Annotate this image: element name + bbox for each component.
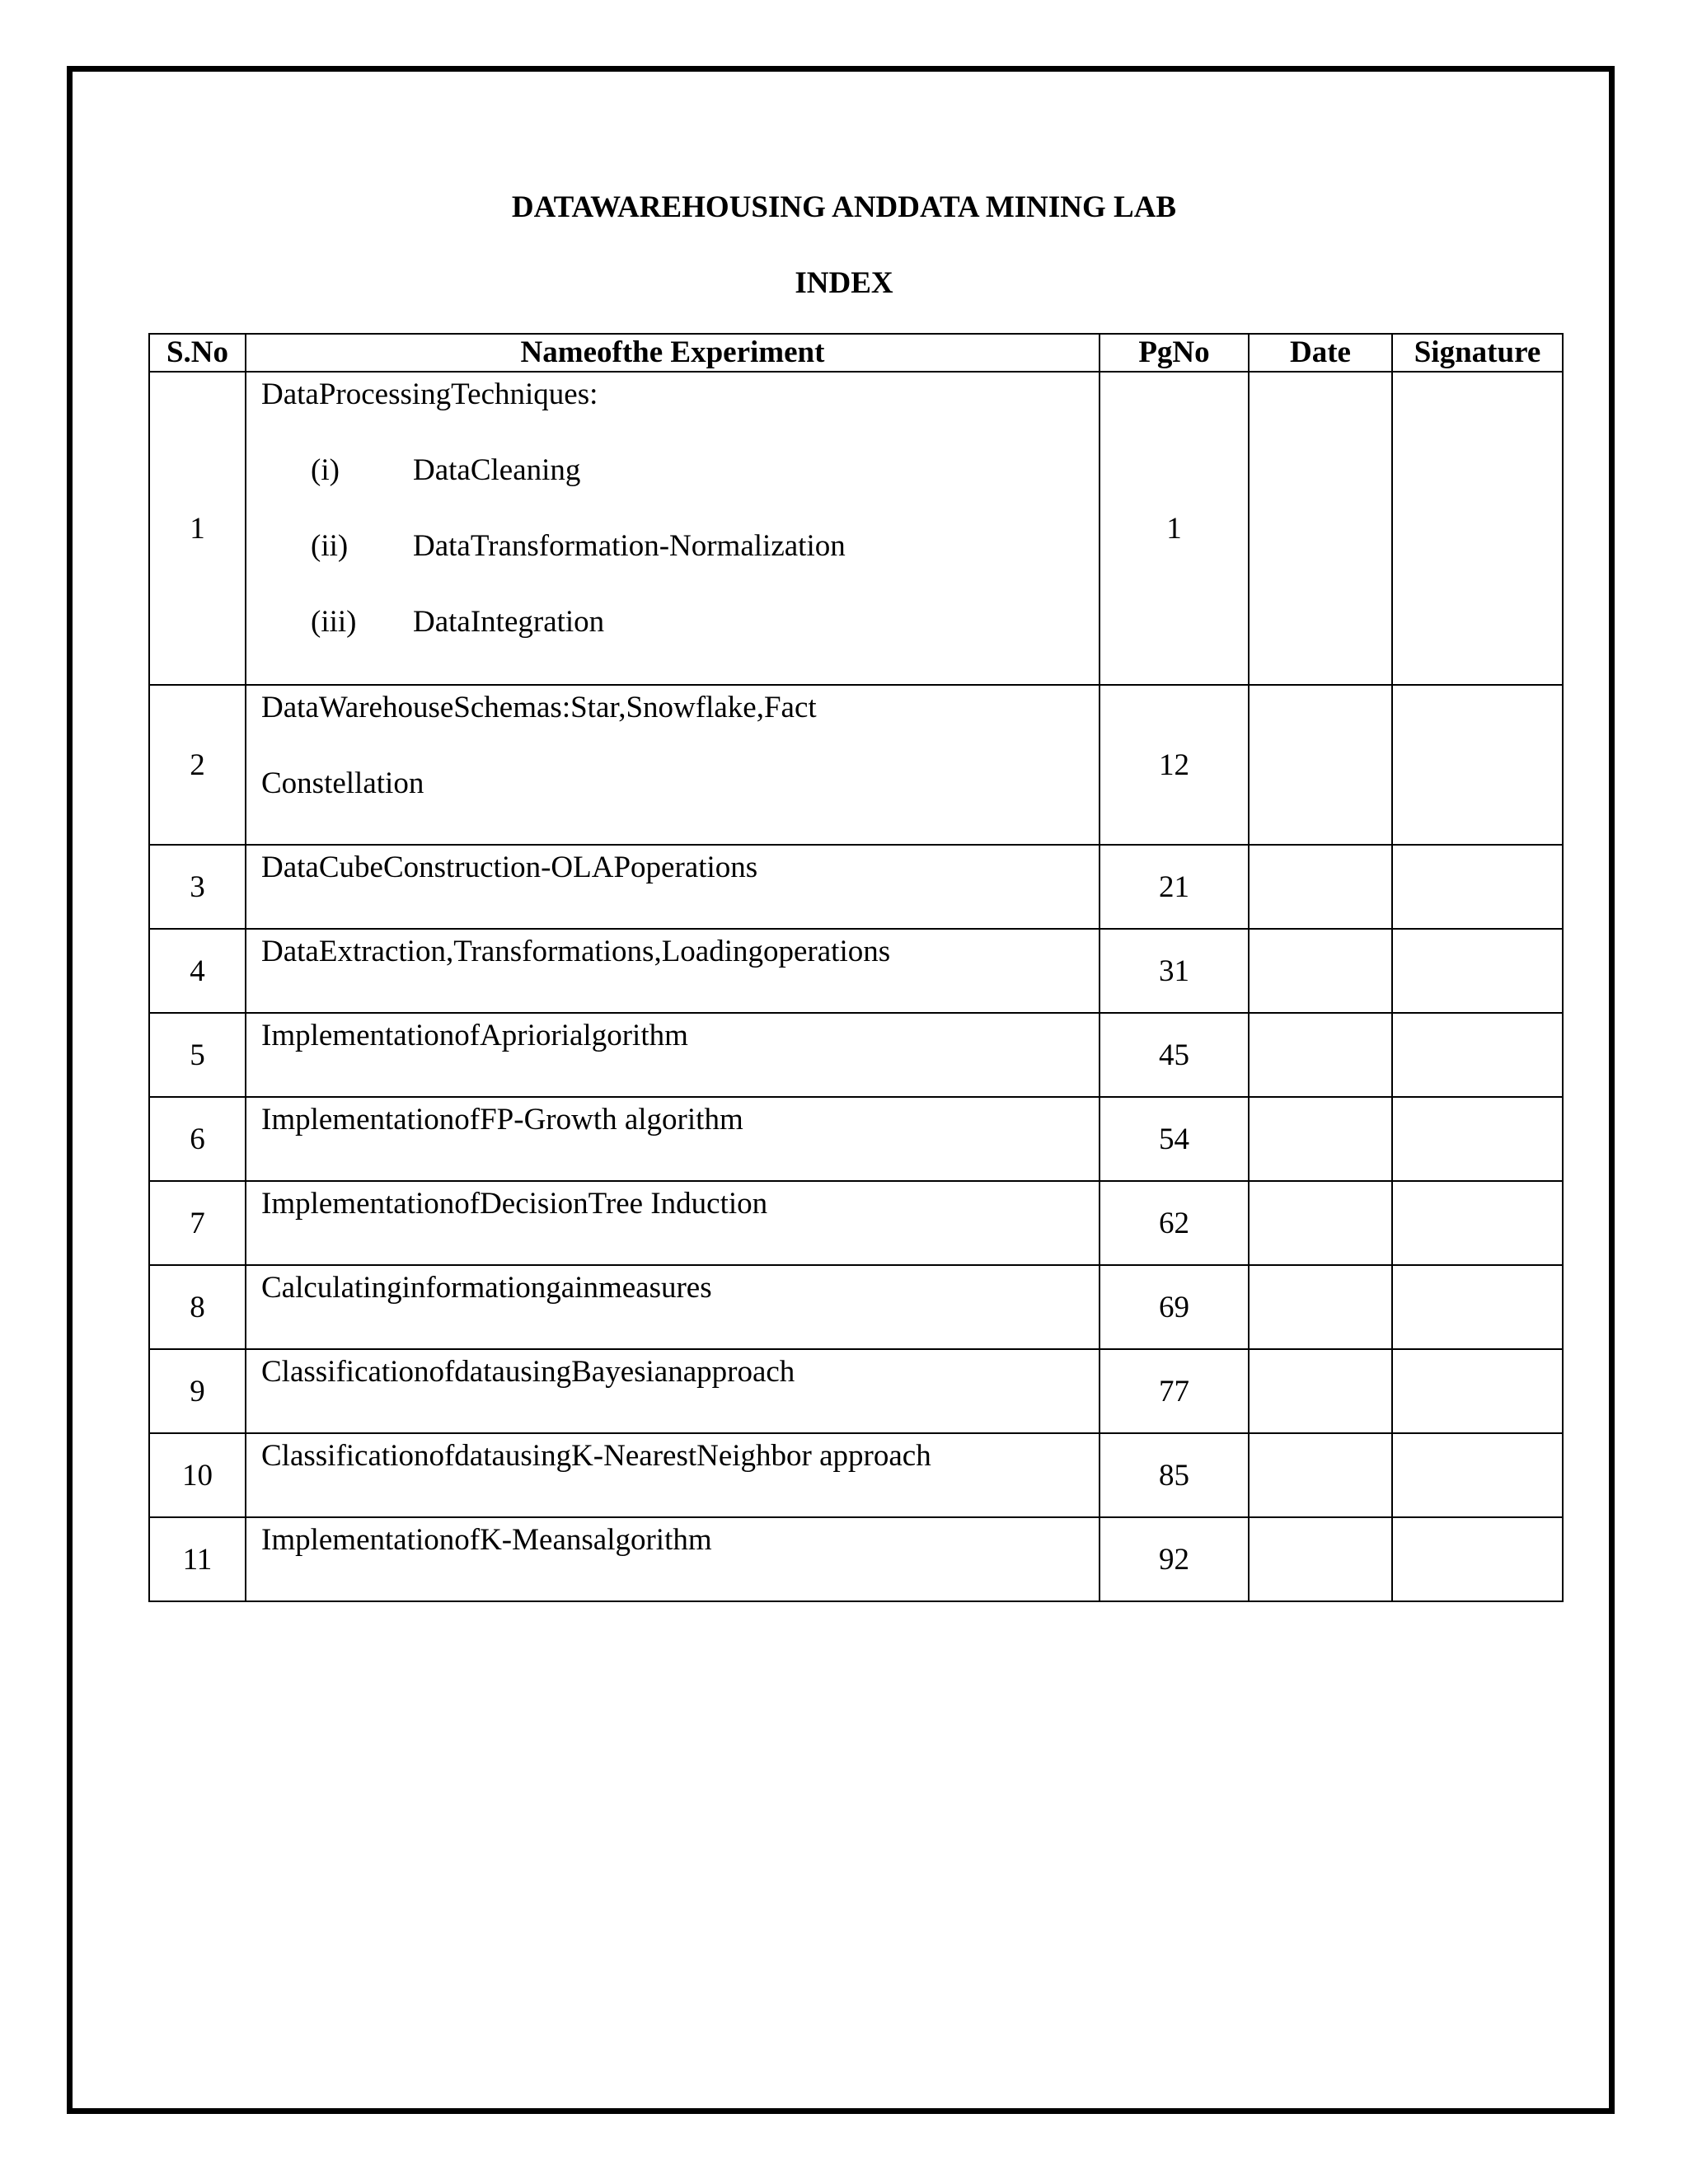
- experiment-title: DataProcessingTechniques:: [261, 377, 598, 411]
- cell-date: [1249, 1265, 1392, 1349]
- table-row: [149, 1181, 1563, 1265]
- cell-signature: [1392, 1433, 1563, 1517]
- header-date: Date: [1249, 334, 1392, 372]
- table-row: [149, 1013, 1563, 1097]
- cell-date: [1249, 1013, 1392, 1097]
- cell-sno: 8: [149, 1265, 246, 1349]
- table-row: [149, 1433, 1563, 1517]
- table-header-row: [149, 334, 1563, 372]
- cell-signature: [1392, 929, 1563, 1013]
- cell-page-number: 85: [1100, 1433, 1249, 1517]
- list-item-text: DataCleaning: [413, 453, 581, 487]
- cell-date: [1249, 929, 1392, 1013]
- table-row: [149, 1349, 1563, 1433]
- cell-experiment-name: [246, 685, 1100, 845]
- cell-experiment-name: ImplementationofApriorialgorithm: [246, 1013, 1100, 1097]
- cell-date: [1249, 1181, 1392, 1265]
- cell-signature: [1392, 1097, 1563, 1181]
- table-row: [149, 1265, 1563, 1349]
- table-row: [149, 1517, 1563, 1601]
- experiment-title-line: Constellation: [261, 766, 424, 800]
- cell-date: [1249, 1349, 1392, 1433]
- sub-item-list: [261, 455, 1099, 637]
- cell-sno: 1: [149, 372, 246, 685]
- cell-date: [1249, 845, 1392, 929]
- cell-signature: [1392, 1013, 1563, 1097]
- cell-experiment-name: ImplementationofDecisionTree Induction: [246, 1181, 1100, 1265]
- index-heading: INDEX: [795, 266, 893, 300]
- cell-signature: [1392, 372, 1563, 685]
- cell-date: [1249, 1433, 1392, 1517]
- list-marker: (i): [311, 453, 340, 487]
- table-row: [149, 372, 1563, 685]
- cell-experiment-name: ImplementationofFP-Growth algorithm: [246, 1097, 1100, 1181]
- cell-experiment-name: ImplementationofK-Meansalgorithm: [246, 1517, 1100, 1601]
- table-row: [149, 845, 1563, 929]
- list-item-text: DataIntegration: [413, 605, 605, 639]
- cell-date: [1249, 1517, 1392, 1601]
- page-title: DATAWAREHOUSING ANDDATA MINING LAB: [511, 190, 1177, 224]
- cell-sno: 5: [149, 1013, 246, 1097]
- cell-signature: [1392, 1181, 1563, 1265]
- list-marker: (ii): [311, 529, 349, 563]
- cell-experiment-name: [246, 372, 1100, 685]
- table-row: [149, 929, 1563, 1013]
- cell-page-number: 1: [1100, 372, 1249, 685]
- cell-sno: 11: [149, 1517, 246, 1601]
- cell-sno: 2: [149, 685, 246, 845]
- cell-experiment-name: Calculatinginformationgainmeasures: [246, 1265, 1100, 1349]
- cell-signature: [1392, 1265, 1563, 1349]
- header-signature: Signature: [1392, 334, 1563, 372]
- cell-page-number: 12: [1100, 685, 1249, 845]
- cell-page-number: 92: [1100, 1517, 1249, 1601]
- cell-experiment-name: ClassificationofdatausingK-NearestNeighbor approach: [246, 1433, 1100, 1517]
- cell-date: [1249, 685, 1392, 845]
- cell-page-number: 45: [1100, 1013, 1249, 1097]
- cell-experiment-name: ClassificationofdatausingBayesianapproach: [246, 1349, 1100, 1433]
- cell-sno: 9: [149, 1349, 246, 1433]
- table-row: [149, 1097, 1563, 1181]
- cell-page-number: 69: [1100, 1265, 1249, 1349]
- cell-sno: 6: [149, 1097, 246, 1181]
- cell-page-number: 54: [1100, 1097, 1249, 1181]
- cell-page-number: 77: [1100, 1349, 1249, 1433]
- cell-experiment-name: DataExtraction,Transformations,Loadingoperations: [246, 929, 1100, 1013]
- cell-signature: [1392, 845, 1563, 929]
- cell-page-number: 21: [1100, 845, 1249, 929]
- list-item: [261, 607, 1099, 637]
- cell-sno: 7: [149, 1181, 246, 1265]
- cell-date: [1249, 1097, 1392, 1181]
- cell-signature: [1392, 1517, 1563, 1601]
- header-experiment-name: Nameofthe Experiment: [246, 334, 1100, 372]
- header-sno: S.No: [149, 334, 246, 372]
- cell-signature: [1392, 1349, 1563, 1433]
- header-page-number: PgNo: [1100, 334, 1249, 372]
- list-marker: (iii): [311, 605, 357, 639]
- experiment-title-line: DataWarehouseSchemas:Star,Snowflake,Fact: [261, 691, 817, 724]
- list-item-text: DataTransformation-Normalization: [413, 529, 846, 563]
- cell-sno: 3: [149, 845, 246, 929]
- list-item: [261, 531, 1099, 561]
- list-item: [261, 455, 1099, 485]
- cell-experiment-name: DataCubeConstruction-OLAPoperations: [246, 845, 1100, 929]
- index-table: [148, 333, 1564, 1602]
- cell-sno: 10: [149, 1433, 246, 1517]
- cell-page-number: 62: [1100, 1181, 1249, 1265]
- cell-date: [1249, 372, 1392, 685]
- cell-page-number: 31: [1100, 929, 1249, 1013]
- cell-sno: 4: [149, 929, 246, 1013]
- table-row: [149, 685, 1563, 845]
- cell-signature: [1392, 685, 1563, 845]
